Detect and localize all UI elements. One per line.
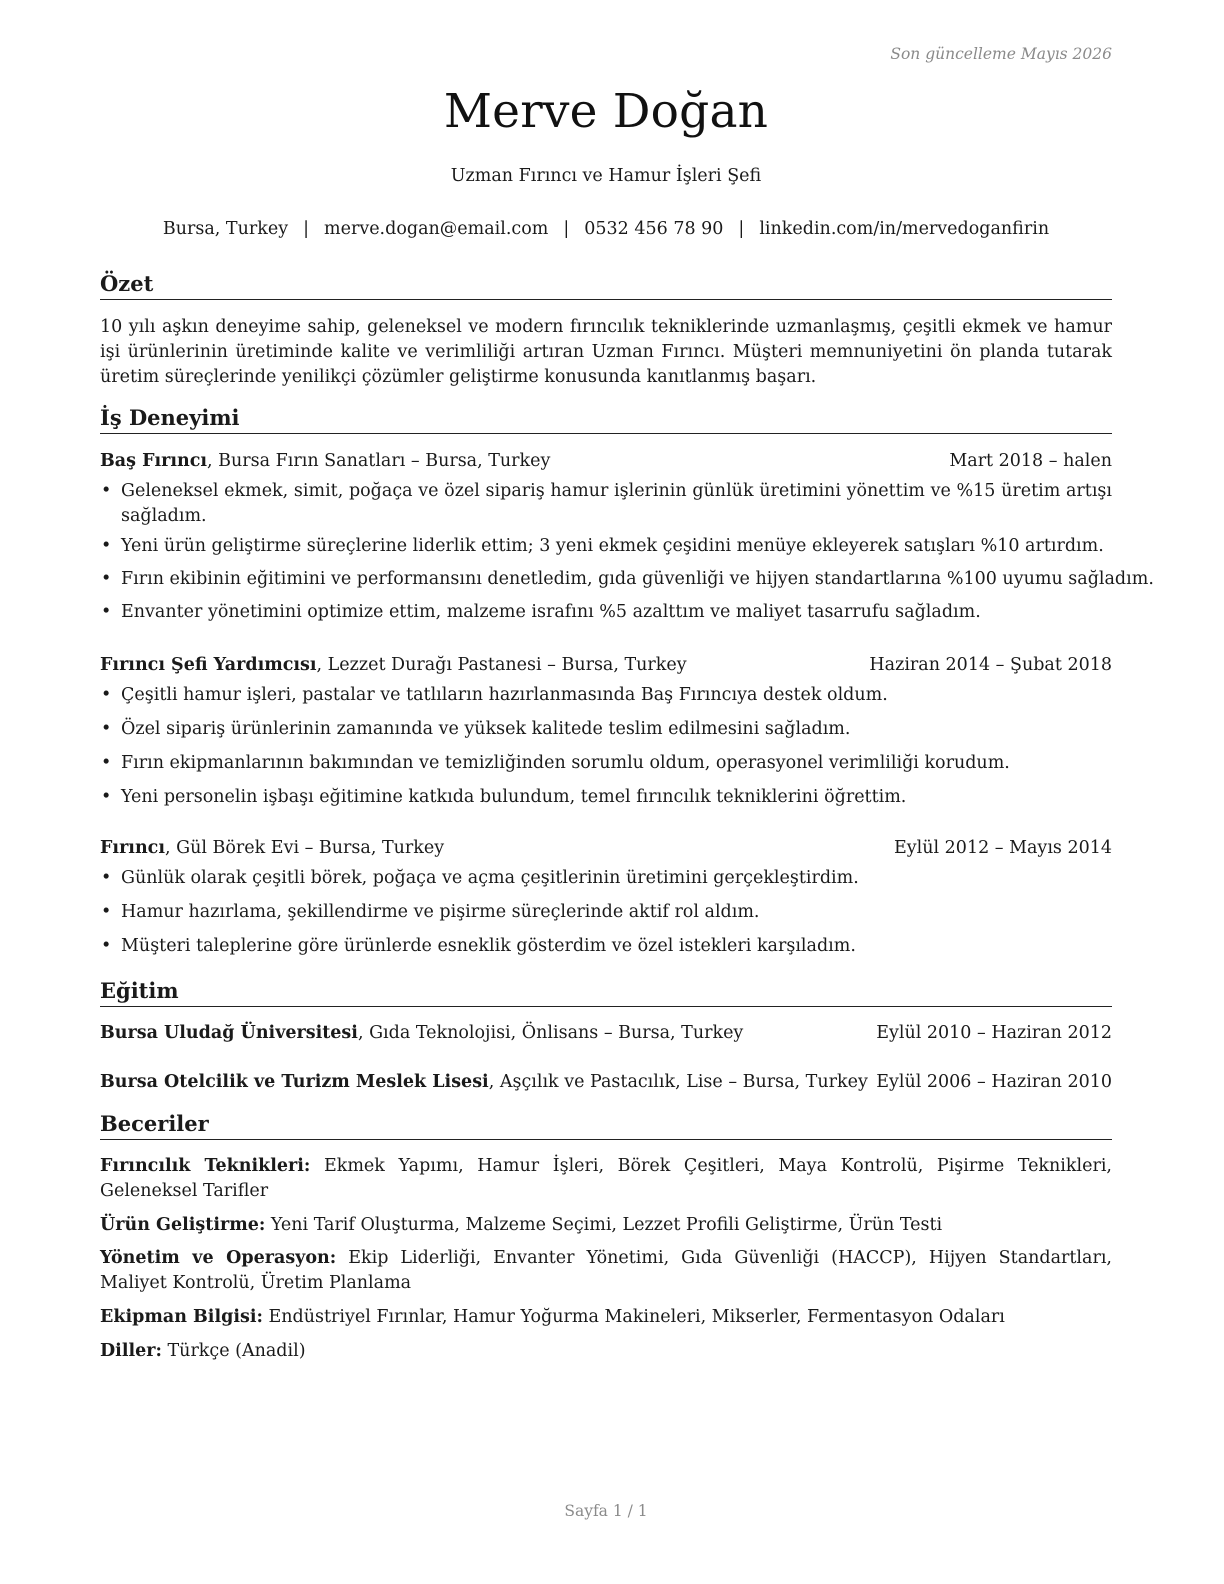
job-details: , Lezzet Durağı Pastanesi – Bursa, Turkey [316, 655, 687, 675]
skill-label: Yönetim ve Operasyon: [100, 1248, 337, 1268]
job-details: , Gül Börek Evi – Bursa, Turkey [164, 838, 445, 858]
skill-label: Fırıncılık Teknikleri: [100, 1156, 311, 1176]
education-details: , Aşçılık ve Pastacılık, Lise – Bursa, Turkey [488, 1072, 868, 1092]
list-item: • Envanter yönetimini optimize ettim, malzeme israfını %5 azalttım ve maliyet tasarrufu sağladım. [100, 600, 1112, 625]
section-experience-heading: İş Deneyimi [100, 405, 1112, 434]
contact-location: Bursa, Turkey [162, 219, 289, 239]
job-bullets [100, 866, 1112, 959]
job-bullets [100, 683, 1112, 810]
contact-linkedin[interactable]: linkedin.com/in/mervedoganfirin [759, 219, 1050, 239]
list-item: • Fırın ekipmanlarının bakımından ve temizliğinden sorumlu oldum, operasyonel verimliliği korudum. [100, 751, 1112, 776]
list-item: • Çeşitli hamur işleri, pastalar ve tatlıların hazırlanmasında Baş Fırıncıya destek oldum. [100, 683, 1112, 708]
skill-line [100, 1213, 1112, 1238]
job-dates: Haziran 2014 – Şubat 2018 [869, 655, 1112, 675]
resume-page [100, 0, 1154, 1584]
skill-value: Türkçe (Anadil) [161, 1341, 306, 1361]
contact-email[interactable]: merve.dogan@email.com [324, 219, 549, 239]
skill-value: Endüstriyel Fırınlar, Hamur Yoğurma Makineleri, Mikserler, Fermentasyon Odaları [262, 1307, 1005, 1327]
section-summary-heading: Özet [100, 271, 1112, 300]
job-header [100, 449, 1112, 473]
section-education-heading: Eğitim [100, 978, 1112, 1007]
list-item: • Hamur hazırlama, şekillendirme ve pişirme süreçlerinde aktif rol aldım. [100, 900, 1112, 925]
list-item: • Yeni ürün geliştirme süreçlerine liderlik ettim; 3 yeni ekmek çeşidini menüye ekleyerek satışları %10 artırdım. [100, 534, 1112, 559]
education-item [100, 1021, 1112, 1045]
skill-label: Diller: [100, 1341, 162, 1361]
education-dates: Eylül 2006 – Haziran 2010 [876, 1072, 1112, 1092]
job-title: Uzman Fırıncı ve Hamur İşleri Şefi [450, 166, 762, 186]
skill-line [100, 1154, 1112, 1204]
job-bullets [100, 479, 1154, 625]
contact-separator: | [738, 219, 745, 239]
skill-line [100, 1339, 1112, 1364]
list-item: • Özel sipariş ürünlerinin zamanında ve yüksek kalitede teslim edilmesini sağladım. [100, 717, 1112, 742]
job-dates: Eylül 2012 – Mayıs 2014 [893, 838, 1112, 858]
job-header [100, 653, 1112, 677]
skill-label: Ürün Geliştirme: [100, 1215, 266, 1235]
school-name: Bursa Uludağ Üniversitesi [100, 1023, 358, 1043]
education-dates: Eylül 2010 – Haziran 2012 [876, 1023, 1112, 1043]
skill-value: Ekmek Yapımı, Hamur İşleri, Börek Çeşitleri, Maya Kontrolü, Pişirme Teknikleri, Geleneksel Tarifler [100, 1156, 1112, 1201]
job-dates: Mart 2018 – halen [949, 451, 1112, 471]
skill-line [100, 1305, 1112, 1330]
contact-phone: 0532 456 78 90 [584, 219, 724, 239]
job-role: Fırıncı Şefi Yardımcısı [100, 655, 317, 675]
last-updated: Son güncelleme Mayıs 2026 [890, 45, 1112, 63]
contact-line [100, 219, 1112, 239]
job-role: Fırıncı [100, 838, 165, 858]
candidate-name: Merve Doğan [443, 84, 769, 139]
job-role: Baş Fırıncı [100, 451, 208, 471]
job-details: , Bursa Fırın Sanatları – Bursa, Turkey [207, 451, 551, 471]
list-item: • Müşteri taleplerine göre ürünlerde esneklik gösterdim ve özel istekleri karşıladım. [100, 934, 1112, 959]
skill-line [100, 1246, 1112, 1296]
list-item: • Fırın ekibinin eğitimini ve performansını denetledim, gıda güvenliği ve hijyen standartlarına %100 uyumu sağladım. [100, 567, 1118, 592]
section-skills-heading: Beceriler [100, 1111, 1112, 1140]
skill-value: Yeni Tarif Oluşturma, Malzeme Seçimi, Lezzet Profili Geliştirme, Ürün Testi [265, 1215, 943, 1235]
skill-label: Ekipman Bilgisi: [100, 1307, 263, 1327]
education-item [100, 1070, 1112, 1094]
education-details: , Gıda Teknolojisi, Önlisans – Bursa, Turkey [357, 1023, 744, 1043]
page-number: Sayfa 1 / 1 [564, 1502, 648, 1520]
list-item: • Yeni personelin işbaşı eğitimine katkıda bulundum, temel fırıncılık tekniklerini öğrettim. [100, 785, 1112, 810]
contact-separator: | [303, 219, 309, 239]
job-header [100, 836, 1112, 860]
list-item: • Geleneksel ekmek, simit, poğaça ve özel sipariş hamur işlerinin günlük üretimini yönettim ve %15 üretim artışı sağladım. [100, 479, 1112, 529]
school-name: Bursa Otelcilik ve Turizm Meslek Lisesi [100, 1072, 489, 1092]
contact-separator: | [563, 219, 570, 239]
summary-text: 10 yılı aşkın deneyime sahip, geleneksel ve modern fırıncılık tekniklerinde uzmanlaşmış, çeşitli ekmek ve hamur işi ürünlerinin üretiminde kalite ve verimliliği artıran Uzman Fırıncı. Müşteri memnuniyetini ön planda tutarak üretim süreçlerinde yenilikçi çözümler geliştirme konusunda kanıtlanmış başarı. [100, 317, 1112, 387]
list-item: • Günlük olarak çeşitli börek, poğaça ve açma çeşitlerinin üretimini gerçekleştirdim. [100, 866, 1112, 891]
skill-value: Ekip Liderliği, Envanter Yönetimi, Gıda Güvenliği (HACCP), Hijyen Standartları, Maliyet Kontrolü, Üretim Planlama [100, 1248, 1112, 1293]
